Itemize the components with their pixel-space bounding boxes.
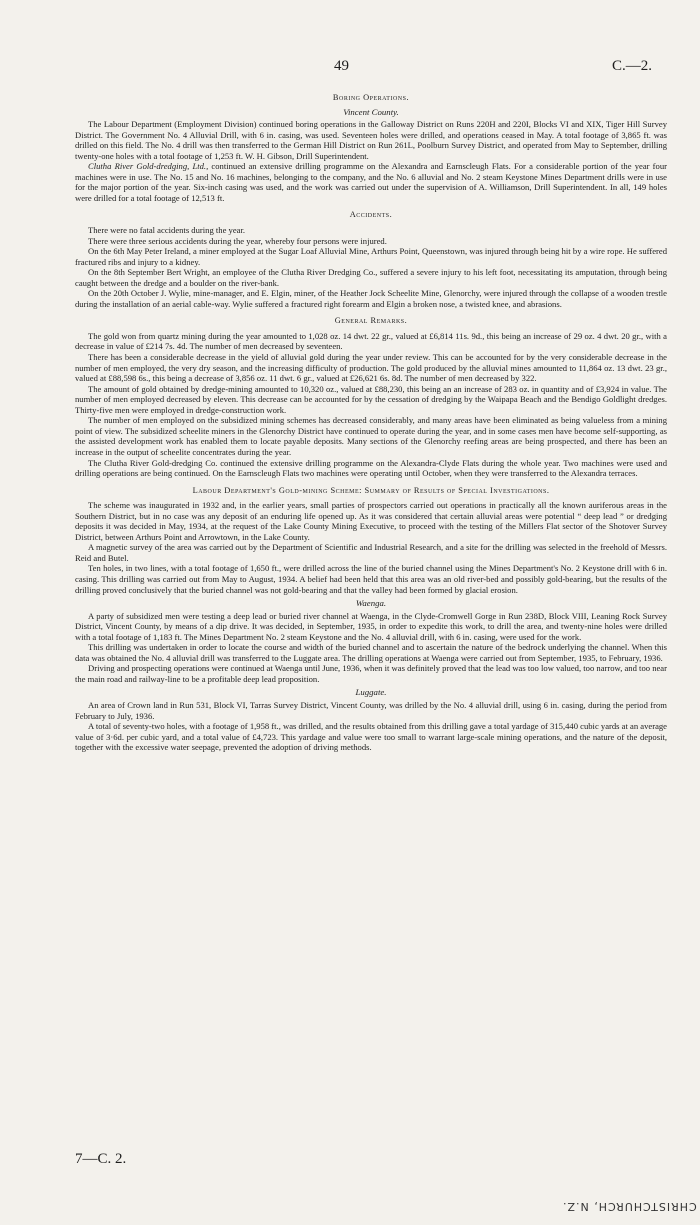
paragraph: There were no fatal accidents during the year. [88, 225, 245, 236]
page-number: 49 [334, 58, 349, 74]
paragraph: On the 8th September Bert Wright, an employee of the Clutha River Dredging Co., suffered a severe injury to his left foot, necessitating its amputation, through being caught between the dredge and a boulder on the river-bank. [75, 267, 667, 288]
subheading-luggate: Luggate. [355, 687, 387, 698]
paragraph: There were three serious accidents during the year, whereby four persons were injured. [88, 235, 387, 246]
document-reference: C.—2. [611, 58, 652, 74]
paragraph: There has been a considerable decrease in the yield of alluvial gold during the year under review. This can be accounted for by the very considerable decrease in the number of men employed, the very dry season, and the increasing difficulty of production. The gold produced by the alluvial mines amounted to 11,864 oz. 13 dwt. 23 gr., valued at £88,598 6s., this being a decrease of 3,856 oz. 11 dwt. 6 gr., valued at £26,621 6s. 8d. The number of men decreased by 322. [75, 352, 667, 384]
page-body [75, 93, 667, 753]
paragraph: The gold won from quartz mining during the year amounted to 1,028 oz. 14 dwt. 22 gr., valued at £6,814 11s. 9d., this being an increase of 29 oz. 4 dwt. 20 gr., with a decrease in value of £214 7s. 4d. The number of men decreased by seventeen. [75, 330, 667, 352]
paragraph: The Labour Department (Employment Division) continued boring operations in the Galloway District on Runs 220H and 220I, Blocks VI and XIX, Tiger Hill Survey District. The Government No. 4 Alluvial Drill, with 6 in. casing, was used. Seventeen holes were drilled, and operations ceased in May. A total footage of 3,865 ft. was drilled on this field. The No. 4 drill was then transferred to the German Hill District on Run 261L, Poolburn Survey District, and operated from May to September, drilling twenty-one holes with a total footage of 1,253 ft. W. H. Gibson, Drill Superintendent. [75, 119, 667, 161]
paragraph: The Clutha River Gold-dredging Co. continued the extensive drilling programme on the Alexandra-Clyde Flats during the whole year. Two machines were used and drilling operations are being continued. On the Earnscleugh Flats two machines were operating until October, when they were transferred to the Alexandra terraces. [75, 457, 667, 479]
paragraph: The number of men employed on the subsidized mining schemes has decreased considerably, and many areas have been eliminated as being valueless from a mining point of view. The subsidized scheelite miners in the Glenorchy District have continued to operate during the year, and in some cases men have become self-supporting, as the assisted development work has enabled them to locate payable deposits. Many sections of the Glenorchy reefing areas are being prospected, and there has been an increase in the output of scheelite concentrates during the year. [75, 415, 667, 457]
paragraph: An area of Crown land in Run 531, Block VI, Tarras Survey District, Vincent County, was drilled by the No. 4 alluvial drill, using 6 in. casing, during the period from February to July, 1936. [75, 699, 667, 721]
company-name: Clutha River Gold-dredging, Ltd., [88, 161, 209, 172]
paragraph: Ten holes, in two lines, with a total footage of 1,650 ft., were drilled across the line of the buried channel using the Mines Department's No. 2 Keystone drill with 6 in. casing. This drilling was carried out from May to August, 1934. A belief had been held that this area was an old river-bed and possibly gold-bearing, but the results of the drilling proved conclusively that the buried channel was not gold-bearing and that the valley had been formed by glacial erosion. [75, 563, 667, 595]
section-title-accidents: Accidents. [349, 210, 393, 220]
paragraph: A magnetic survey of the area was carried out by the Department of Scientific and Industrial Research, and a site for the drilling was selected in the freehold of Messrs. Reid and Butel. [75, 542, 667, 563]
subheading-vincent-county: Vincent County. [343, 106, 399, 117]
paragraph: On the 20th October J. Wylie, mine-manager, and E. Elgin, miner, of the Heather Jock Scheelite Mine, Glenorchy, were injured through the collapse of a wooden trestle during the installation of an aerial cable-way. Wylie suffered a fractured right forearm and Elgin a broken nose, a twisted knee, and abrasions. [75, 288, 667, 309]
subheading-waenga: Waenga. [355, 598, 387, 609]
paragraph: This drilling was undertaken in order to locate the course and width of the buried channel and to ascertain the nature of the bedrock underlying the channel. When this data was obtained the No. 4 alluvial drill was transferred to the Luggate area. The drilling operations at Waenga were carried out from September, 1935, to February, 1936. [75, 642, 667, 663]
paragraph: A party of subsidized men were testing a deep lead or buried river channel at Waenga, in the Clyde-Cromwell Gorge in Run 238D, Block VIII, Leaning Rock Survey District, Vincent County, by means of a dip drive. It was decided, in September, 1935, in order to expedite this work, to drill the area, and twenty-nine holes were drilled with a total footage of 1,183 ft. The Mines Department No. 2 steam Keystone and the No. 4 alluvial drill, with 6 in. casing, were used for the work. [75, 610, 667, 642]
signature-mark: 7—C. 2. [75, 1151, 127, 1167]
paragraph: The amount of gold obtained by dredge-mining amounted to 10,320 oz., valued at £88,230, this being an an increase of 283 oz. in quantity and of £3,924 in value. The number of men employed decreased by eleven. This decrease can be accounted for by the cessation of dredging by the Waipapa Beach and the Bendigo Goldlight dredges. Thirty-five men were employed in dredge-construction work. [75, 383, 667, 415]
section-title-general-remarks: General Remarks. [334, 316, 408, 326]
section-title-gold-mining-scheme: Labour Department's Gold-mining Scheme: Summary of Results of Special Investigations. [192, 485, 550, 495]
page-header [0, 58, 700, 78]
paragraph: The scheme was inaugurated in 1932 and, in the earlier years, small parties of prospectors carried out operations in practically all the known auriferous areas in the Southern District, but in no case was any deposit of an enduring life opened up. As it was considered that certain alluvial areas were potential “ deep lead ” or dredging deposits it was decided in May, 1934, at the request of the Lake County Mining Executive, to proceed with the testing of the Millers Flat sector of the Shotover Survey District, between Arthurs Point and Arrowtown, in the Lake County. [75, 500, 667, 542]
section-title-boring: Boring Operations. [332, 93, 410, 102]
printer-stamp: CHRISTCHURCH, N.Z. [562, 1200, 697, 1213]
paragraph: Driving and prospecting operations were continued at Waenga until June, 1936, when it was definitely proved that the lead was too low valued, too narrow, and too near the main road and railway-line to be a profitable deep lead proposition. [75, 663, 667, 684]
paragraph: On the 6th May Peter Ireland, a miner employed at the Sugar Loaf Alluvial Mine, Arthurs Point, Queenstown, was injured through being hit by a wire rope. He suffered fractured ribs and injury to a kidney. [75, 246, 667, 267]
paragraph: A total of seventy-two holes, with a footage of 1,958 ft., was drilled, and the results obtained from this drilling gave a total yardage of 315,440 cubic yards at an average value of 3·6d. per cubic yard, and a total value of £4,723. This yardage and value were too small to warrant large-scale mining operations, and the nature of the deposit, together with the excessive water seepage, prevented the adoption of driving methods. [75, 721, 667, 753]
paragraph: Clutha River Gold-dredging, Ltd., continued an extensive drilling programme on the Alexandra and Earnscleugh Flats. For a considerable portion of the year four machines were in use. The No. 15 and No. 16 machines, belonging to the company, and the No. 6 alluvial and No. 2 steam Keystone Mines Department drills were in use for the major portion of the year. Six-inch casing was used, and the work was carried out under the supervision of A. Williamson, Drill Superintendent. In all, 149 holes were drilled for a total footage of 12,513 ft. [75, 161, 667, 203]
